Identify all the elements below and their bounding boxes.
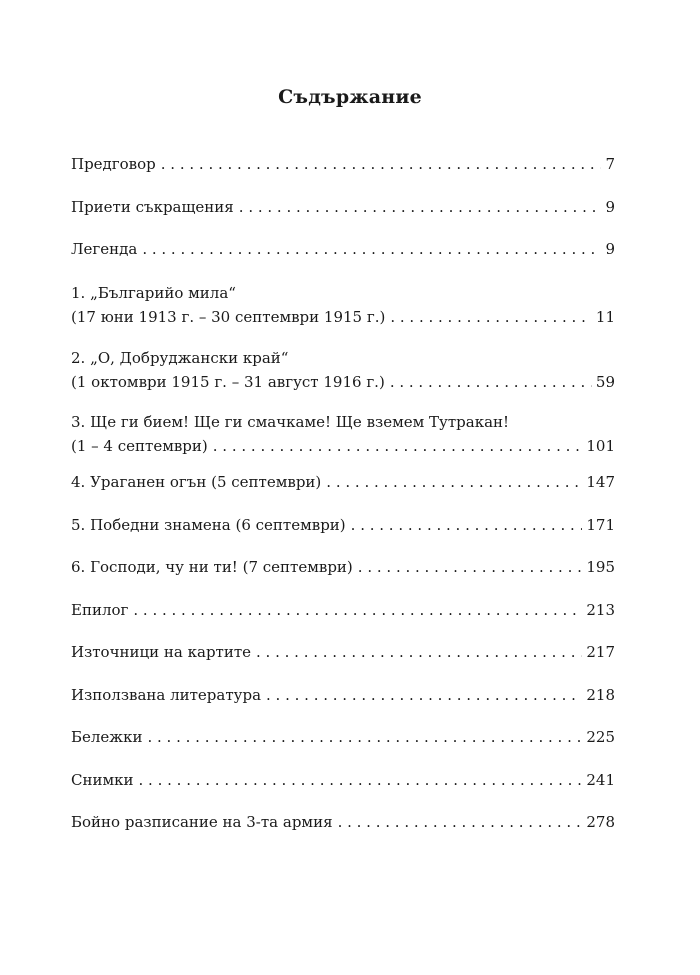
toc-entry-title: 5. Победни знамена (6 септември) <box>71 516 346 534</box>
dot-leader <box>266 683 582 707</box>
toc-line <box>71 237 615 261</box>
toc-entry-notes <box>71 725 615 749</box>
toc-line <box>71 470 615 494</box>
toc-page-number: 59 <box>595 373 615 391</box>
toc-entry-title: 1. „Българийо мила“ <box>71 284 236 302</box>
toc-page-number: 147 <box>586 473 615 491</box>
toc-entry-title: Използвана литература <box>71 686 262 704</box>
toc-page-number: 241 <box>586 771 615 789</box>
toc-entry-title: Легенда <box>71 240 138 258</box>
toc-page-number: 9 <box>605 240 615 258</box>
toc-entry-title: 6. Господи, чу ни ти! (7 септември) <box>71 558 353 576</box>
toc-line <box>71 281 615 305</box>
dot-leader <box>390 305 592 329</box>
toc-entry-preface <box>71 152 615 176</box>
dot-leader <box>358 555 583 579</box>
toc-line <box>71 640 615 664</box>
toc-entry-title: 2. „О, Добруджански край“ <box>71 349 289 367</box>
toc-page-number: 171 <box>586 516 615 534</box>
toc-entry-title: Приети съкращения <box>71 198 234 216</box>
page-title: Съдържание <box>278 86 422 108</box>
table-of-contents <box>71 0 615 975</box>
dot-leader <box>256 640 582 664</box>
dot-leader <box>139 768 583 792</box>
toc-page-number: 11 <box>595 308 615 326</box>
toc-entry-chapter-3 <box>71 410 615 458</box>
toc-line <box>71 370 615 394</box>
toc-line <box>71 513 615 537</box>
toc-entry-chapter-5 <box>71 513 615 537</box>
toc-entry-title: Бойно разписание на 3-та армия <box>71 813 333 831</box>
toc-line <box>71 683 615 707</box>
toc-entry-title: Бележки <box>71 728 143 746</box>
toc-line <box>71 195 615 219</box>
dot-leader <box>161 152 602 176</box>
toc-entry-subtitle: (1 – 4 септември) <box>71 437 208 455</box>
dot-leader <box>147 725 582 749</box>
toc-entry-order-of-battle <box>71 810 615 834</box>
dot-leader <box>239 195 602 219</box>
toc-entry-legend <box>71 237 615 261</box>
toc-entry-title: Предговор <box>71 155 156 173</box>
toc-page-number: 218 <box>586 686 615 704</box>
toc-line <box>71 598 615 622</box>
toc-entry-subtitle: (1 октомври 1915 г. – 31 август 1916 г.) <box>71 373 385 391</box>
toc-line <box>71 725 615 749</box>
toc-page-number: 9 <box>605 198 615 216</box>
toc-line <box>71 555 615 579</box>
toc-line <box>71 434 615 458</box>
toc-entry-photos <box>71 768 615 792</box>
toc-entry-abbreviations <box>71 195 615 219</box>
toc-entry-chapter-4 <box>71 470 615 494</box>
toc-page-number: 217 <box>586 643 615 661</box>
toc-line <box>71 768 615 792</box>
toc-entry-subtitle: (17 юни 1913 г. – 30 септември 1915 г.) <box>71 308 386 326</box>
toc-line <box>71 346 615 370</box>
toc-line <box>71 810 615 834</box>
toc-entry-chapter-6 <box>71 555 615 579</box>
toc-entry-map-sources <box>71 640 615 664</box>
toc-page-number: 278 <box>586 813 615 831</box>
toc-line <box>71 152 615 176</box>
dot-leader <box>338 810 583 834</box>
toc-line <box>71 305 615 329</box>
dot-leader <box>326 470 582 494</box>
toc-page-number: 225 <box>586 728 615 746</box>
toc-entry-chapter-1 <box>71 281 615 329</box>
toc-page-number: 101 <box>586 437 615 455</box>
toc-page-number: 195 <box>586 558 615 576</box>
toc-line <box>71 410 615 434</box>
toc-entry-title: 3. Ще ги бием! Ще ги смачкаме! Ще вземем Тутракан! <box>71 413 510 431</box>
toc-entry-title: Източници на картите <box>71 643 252 661</box>
dot-leader <box>351 513 583 537</box>
dot-leader <box>142 237 601 261</box>
toc-entry-title: Епилог <box>71 601 129 619</box>
dot-leader <box>213 434 583 458</box>
toc-page-number: 7 <box>605 155 615 173</box>
dot-leader <box>390 370 592 394</box>
toc-entry-title: Снимки <box>71 771 134 789</box>
toc-entry-title: 4. Ураганен огън (5 септември) <box>71 473 322 491</box>
toc-entry-bibliography <box>71 683 615 707</box>
toc-entry-chapter-2 <box>71 346 615 394</box>
toc-page-number: 213 <box>586 601 615 619</box>
toc-entry-epilogue <box>71 598 615 622</box>
dot-leader <box>133 598 582 622</box>
